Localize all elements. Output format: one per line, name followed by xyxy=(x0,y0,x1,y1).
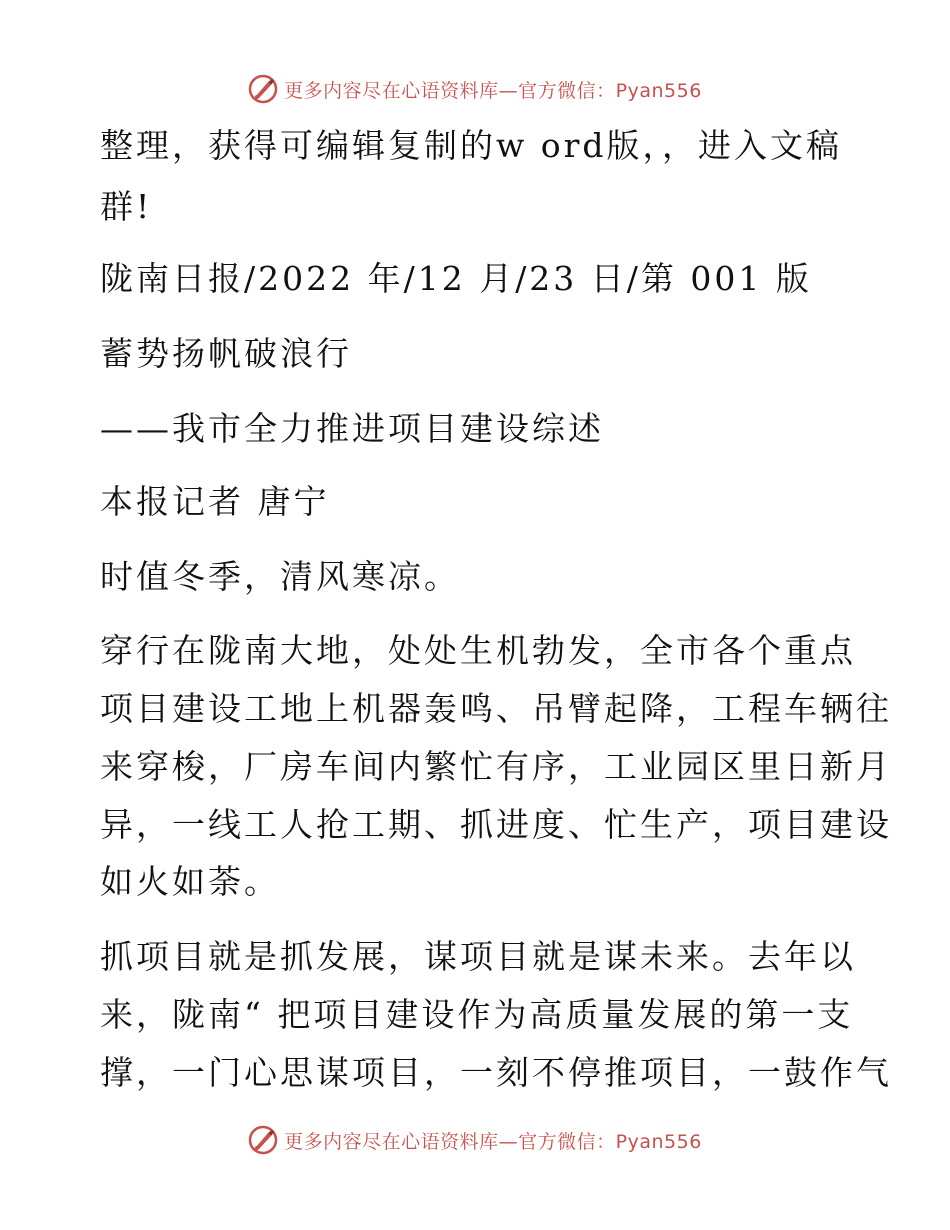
banner-main-text: 更多内容尽在心语资料库 xyxy=(284,1130,499,1153)
doc-line: 异，一线工人抢工期、抓进度、忙生产，项目建设 xyxy=(100,805,892,844)
footer-banner xyxy=(0,1120,950,1160)
banner-contact-text: 官方微信：Pyan556 xyxy=(518,79,702,102)
banner-text xyxy=(284,1127,702,1154)
doc-line: 穿行在陇南大地，处处生机勃发，全市各个重点 xyxy=(100,631,856,670)
doc-line: 时值冬季，清风寒凉。 xyxy=(100,557,460,596)
doc-line: 项目建设工地上机器轰鸣、吊臂起降，工程车辆往 xyxy=(100,689,892,728)
banner-main-text: 更多内容尽在心语资料库 xyxy=(284,79,499,102)
banner-separator: — xyxy=(498,1130,519,1153)
doc-line: 整理，获得可编辑复制的w ord版，，进入文稿 xyxy=(100,126,843,165)
banner-separator: — xyxy=(498,79,519,102)
doc-line: 抓项目就是抓发展，谋项目就是谋未来。去年以 xyxy=(100,937,856,976)
banner-contact-text: 官方微信：Pyan556 xyxy=(518,1130,702,1153)
doc-line: 蓄势扬帆破浪行 xyxy=(100,334,352,373)
doc-line: 陇南日报/2022 年/12 月/23 日/第 001 版 xyxy=(100,259,812,298)
doc-line: 如火如荼。 xyxy=(100,862,280,901)
ink-pen-logo-icon xyxy=(248,1125,278,1155)
doc-line: 本报记者 唐宁 xyxy=(100,482,330,521)
doc-line: ——我市全力推进项目建设综述 xyxy=(100,409,604,448)
doc-line: 来穿梭，厂房车间内繁忙有序，工业园区里日新月 xyxy=(100,747,892,786)
doc-line: 撑，一门心思谋项目，一刻不停推项目，一鼓作气 xyxy=(100,1053,892,1092)
doc-line: 来，陇南“ 把项目建设作为高质量发展的第一支 xyxy=(100,995,854,1034)
doc-line: 群! xyxy=(100,187,153,226)
